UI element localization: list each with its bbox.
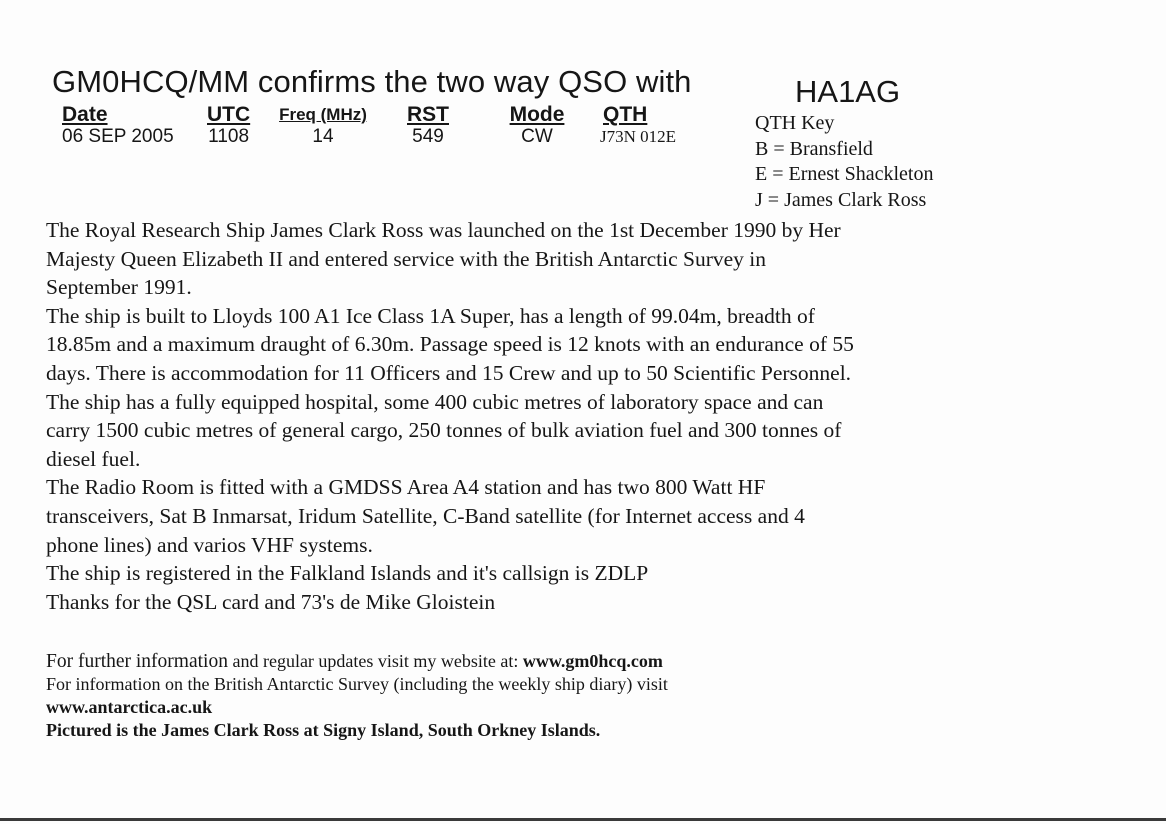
website-line-prefix: For further information bbox=[46, 651, 228, 672]
body-line: The Royal Research Ship James Clark Ross was launched on the 1st December 1990 by Her bbox=[46, 218, 841, 242]
body-line: Thanks for the QSL card and 73's de Mike Gloistein bbox=[46, 589, 496, 614]
website-line bbox=[46, 650, 668, 673]
body-line: 18.85m and a maximum draught of 6.30m. Passage speed is 12 knots with an endurance of 55 bbox=[46, 332, 854, 357]
log-rst-column bbox=[405, 104, 451, 148]
body-line: The ship is registered in the Falkland Islands and it's callsign is ZDLP bbox=[46, 561, 649, 586]
date-header: Date bbox=[62, 103, 108, 126]
rst-header: RST bbox=[407, 103, 449, 126]
qth-key-item: J = James Clark Ross bbox=[755, 188, 927, 211]
body-line: September 1991. bbox=[46, 275, 192, 300]
bas-link[interactable]: www.antarctica.ac.uk bbox=[46, 697, 213, 717]
body-line: The ship is built to Lloyds 100 A1 Ice Class 1A Super, has a length of 99.04m, breadth of bbox=[46, 303, 815, 328]
confirmation-heading: GM0HCQ/MM confirms the two way QSO with bbox=[52, 64, 692, 99]
qth-value: J73N 012E bbox=[600, 127, 677, 146]
log-qth-column bbox=[600, 104, 710, 148]
log-date-column bbox=[62, 104, 174, 148]
utc-value: 1108 bbox=[208, 126, 250, 147]
mode-value: CW bbox=[521, 126, 553, 147]
body-line: diesel fuel. bbox=[46, 446, 141, 471]
body-line: transceivers, Sat B Inmarsat, Iridum Satellite, C-Band satellite (for Internet access and 4 bbox=[46, 503, 805, 528]
photo-caption: Pictured is the James Clark Ross at Signy Island, South Orkney Islands. bbox=[46, 720, 601, 740]
qth-key-title: QTH Key bbox=[755, 112, 835, 134]
body-line: Majesty Queen Elizabeth II and entered service with the British Antarctic Survey in bbox=[46, 246, 767, 271]
qth-key-item: E = Ernest Shackleton bbox=[755, 163, 934, 185]
freq-header: Freq (MHz) bbox=[279, 105, 367, 124]
qth-key bbox=[755, 111, 933, 213]
body-line: carry 1500 cubic metres of general cargo, 250 tonnes of bulk aviation fuel and 300 tonnes of bbox=[46, 418, 842, 443]
body-line: The Radio Room is fitted with a GMDSS Area A4 station and has two 800 Watt HF bbox=[46, 475, 766, 500]
freq-value: 14 bbox=[312, 126, 334, 147]
utc-header: UTC bbox=[207, 103, 251, 126]
log-mode-column bbox=[508, 104, 566, 148]
footer-info bbox=[46, 650, 668, 742]
website-line-text: and regular updates visit my website at: bbox=[227, 651, 523, 671]
qth-header: QTH bbox=[603, 103, 648, 126]
body-line: phone lines) and varios VHF systems. bbox=[46, 532, 373, 557]
mode-header: Mode bbox=[509, 103, 565, 126]
website-link[interactable]: www.gm0hcq.com bbox=[522, 651, 663, 671]
body-line: days. There is accommodation for 11 Officers and 15 Crew and up to 50 Scientific Personnel. bbox=[46, 360, 852, 385]
contact-callsign: HA1AG bbox=[795, 74, 901, 109]
bas-info-line: For information on the British Antarctic Survey (including the weekly ship diary) visit bbox=[46, 674, 668, 694]
body-line: The ship has a fully equipped hospital, some 400 cubic metres of laboratory space and can bbox=[46, 389, 824, 414]
qth-key-item: B = Bransfield bbox=[755, 137, 873, 160]
log-utc-column bbox=[207, 104, 250, 148]
rst-value: 549 bbox=[412, 126, 444, 147]
card-bottom-edge bbox=[0, 818, 1166, 821]
ship-description bbox=[46, 216, 1006, 616]
log-freq-column bbox=[271, 104, 375, 148]
date-value: 06 SEP 2005 bbox=[62, 126, 174, 147]
